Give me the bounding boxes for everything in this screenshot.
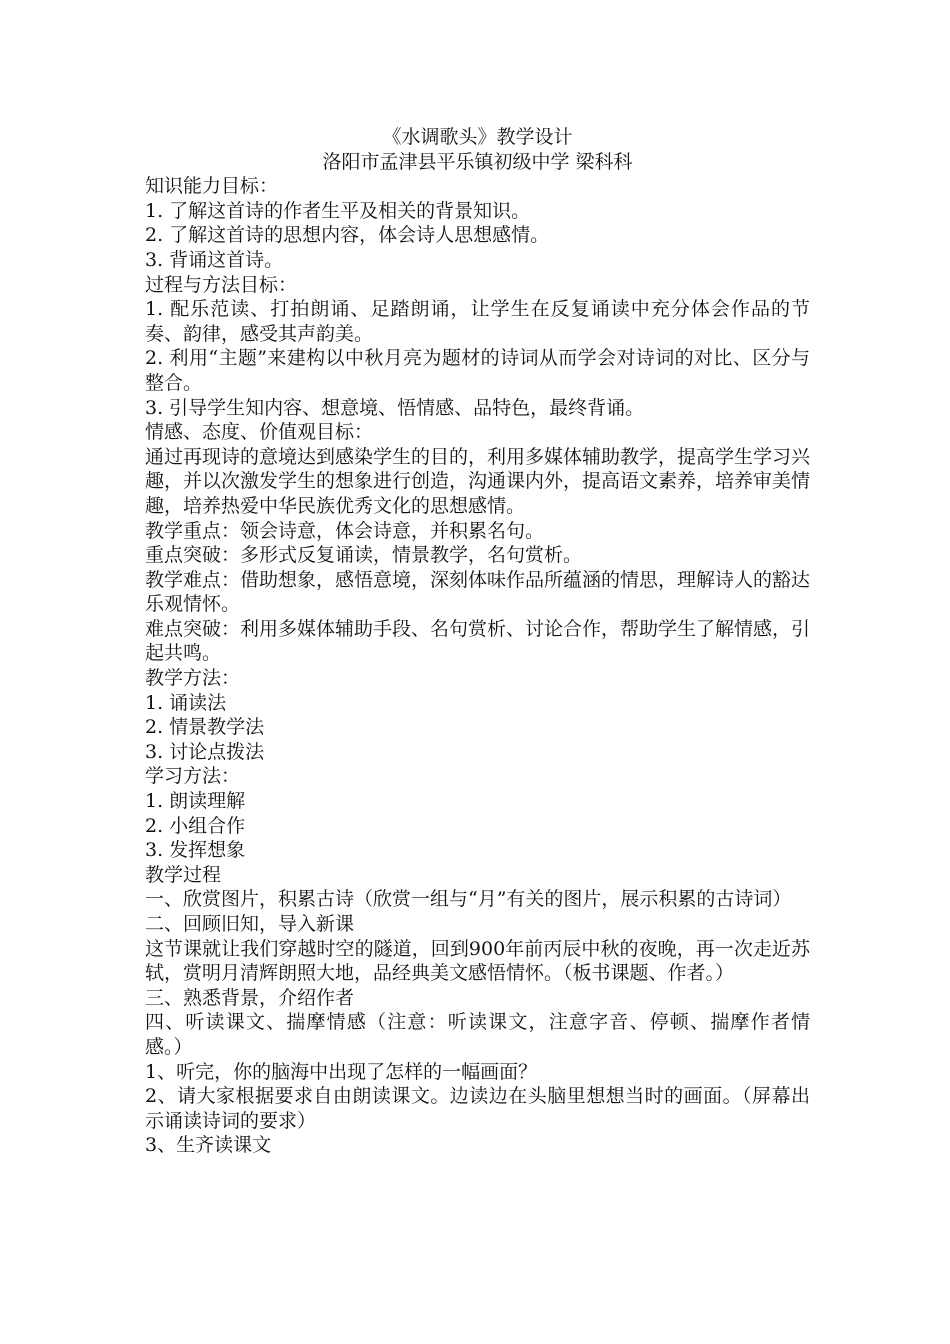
paragraph-teaching-focus: 教学重点：领会诗意，体会诗意，并积累名句。 xyxy=(145,519,545,542)
section-heading-attitude-goals: 情感、态度、价值观目标： xyxy=(145,421,374,444)
paragraph-difficulty-breakthrough: 难点突破：利用多媒体辅助手段、名句赏析、讨论合作，帮助学生了解情感，引起共鸣。 xyxy=(145,617,811,665)
list-item: 2. 情景教学法 xyxy=(145,716,265,739)
list-item: 1. 朗读理解 xyxy=(145,790,246,813)
list-item: 3. 引导学生知内容、想意境、悟情感、品特色，最终背诵。 xyxy=(145,396,645,419)
paragraph: 一、欣赏图片，积累古诗（欣赏一组与“月”有关的图片，展示积累的古诗词） xyxy=(145,888,792,911)
document-body xyxy=(145,125,810,1158)
paragraph: 1、听完，你的脑海中出现了怎样的一幅画面？ xyxy=(145,1060,538,1083)
list-item: 3. 讨论点拨法 xyxy=(145,740,265,763)
paragraph: 三、熟悉背景，介绍作者 xyxy=(145,986,355,1009)
document-author: 洛阳市孟津县平乐镇初级中学 梁科科 xyxy=(322,150,633,173)
list-item: 1. 配乐范读、打拍朗诵、足踏朗诵，让学生在反复诵读中充分体会作品的节奏、韵律，感受其声韵美。 xyxy=(145,298,810,345)
list-item: 3. 背诵这首诗。 xyxy=(145,248,284,271)
section-heading-knowledge-goals: 知识能力目标： xyxy=(145,175,279,198)
list-item: 2. 利用“主题”来建构以中秋月亮为题材的诗词从而学会对诗词的对比、区分与整合。 xyxy=(145,347,810,394)
paragraph: 通过再现诗的意境达到感染学生的目的，利用多媒体辅助教学，提高学生学习兴趣，并以次激发学生的想象进行创造，沟通课内外，提高语文素养，培养审美情趣，培养热爱中华民族优秀文化的思想感情。 xyxy=(145,445,811,517)
section-heading-teaching-process: 教学过程 xyxy=(145,863,222,886)
section-heading-process-goals: 过程与方法目标： xyxy=(145,273,298,296)
paragraph: 这节课就让我们穿越时空的隧道，回到900年前丙辰中秋的夜晚，再一次走近苏轼，赏明月清辉朗照大地，品经典美文感悟情怀。（板书课题、作者。） xyxy=(145,937,810,985)
list-item: 2. 小组合作 xyxy=(145,814,246,837)
section-heading-learning-methods: 学习方法： xyxy=(145,765,241,788)
list-item: 1. 诵读法 xyxy=(145,691,227,714)
paragraph-teaching-difficulty: 教学难点：借助想象，感悟意境，深刻体味作品所蕴涵的情思，理解诗人的豁达乐观情怀。 xyxy=(145,568,811,616)
paragraph: 四、听读课文、揣摩情感（注意：听读课文，注意字音、停顿、揣摩作者情感。） xyxy=(145,1011,810,1058)
document-title: 《水调歌头》教学设计 xyxy=(382,126,573,148)
paragraph: 2、请大家根据要求自由朗读课文。边读边在头脑里想想当时的画面。（屏幕出示诵读诗词的要求） xyxy=(145,1085,810,1132)
section-heading-teaching-methods: 教学方法： xyxy=(145,667,241,690)
paragraph: 二、回顾旧知，导入新课 xyxy=(145,913,355,935)
paragraph-focus-breakthrough: 重点突破：多形式反复诵读，情景教学，名句赏析。 xyxy=(145,544,583,567)
paragraph: 3、生齐读课文 xyxy=(145,1134,272,1157)
list-item: 1. 了解这首诗的作者生平及相关的背景知识。 xyxy=(145,199,531,222)
list-item: 2. 了解这首诗的思想内容，体会诗人思想感情。 xyxy=(145,224,550,247)
list-item: 3. 发挥想象 xyxy=(145,839,246,862)
